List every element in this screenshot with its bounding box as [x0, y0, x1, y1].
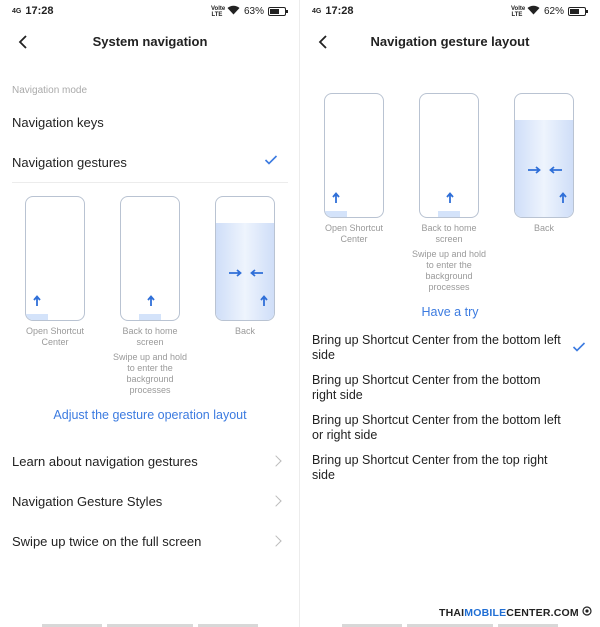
watermark-text: CENTER: [506, 607, 551, 619]
right-arrow-icon: [228, 269, 242, 277]
status-bar: [300, 0, 600, 22]
phone-illustration-shortcut: [324, 93, 384, 218]
network-indicator: 4G: [12, 7, 22, 15]
caption-shortcut: Open Shortcut Center: [25, 326, 85, 347]
right-arrow-icon: [527, 166, 541, 174]
lte-indicator: Volte LTE: [510, 5, 526, 18]
status-bar: [0, 0, 300, 22]
menu-item-label: Learn about navigation gestures: [12, 454, 198, 469]
watermark-text: THAI: [438, 607, 465, 619]
checkmark-icon: [572, 340, 586, 358]
subcaption-home: Swipe up and hold to enter the background processes: [411, 249, 487, 292]
option-label: Navigation keys: [12, 115, 104, 130]
navigation-keys-option[interactable]: [12, 115, 290, 130]
watermark-text: .COM: [550, 607, 579, 619]
top-bar: [0, 24, 300, 60]
divider: [12, 182, 288, 183]
battery-percent: 62%: [543, 6, 564, 17]
watermark: [439, 605, 592, 619]
subcaption-home: Swipe up and hold to enter the background processes: [112, 352, 188, 395]
phone-illustration-back: [514, 93, 574, 218]
checkmark-icon: [264, 154, 278, 169]
up-arrow-icon: [445, 192, 455, 204]
option-label: Bring up Shortcut Center from the top right side: [312, 453, 548, 482]
battery-icon: [268, 7, 286, 16]
network-indicator: 4G: [312, 7, 322, 15]
chevron-right-icon: [270, 455, 281, 466]
phone-illustration-home: [419, 93, 479, 218]
layout-option-bottom-left-or-right[interactable]: [312, 413, 562, 443]
option-label: Bring up Shortcut Center from the bottom left side: [312, 333, 561, 362]
caption-back: Back: [533, 223, 554, 233]
caption-home: Back to home screen: [122, 326, 178, 347]
gesture-zone: [26, 314, 48, 320]
left-arrow-icon: [250, 269, 264, 277]
phone-illustration-home: [120, 196, 180, 321]
battery-percent: 63%: [243, 6, 264, 17]
navigation-gestures-option[interactable]: [12, 155, 290, 170]
option-label: Navigation gestures: [12, 155, 127, 170]
caption-home: Back to home screen: [421, 223, 477, 244]
watermark-logo-icon: [582, 605, 592, 617]
battery-icon: [568, 7, 586, 16]
wifi-icon: [527, 5, 540, 18]
watermark-text: MOBILE: [464, 607, 507, 619]
caption-shortcut: Open Shortcut Center: [324, 223, 384, 244]
chevron-right-icon: [270, 535, 281, 546]
phone-illustration-back: [215, 196, 275, 321]
menu-item-learn-gestures[interactable]: [12, 454, 290, 469]
status-time: 17:28: [325, 5, 354, 17]
gesture-zone: [139, 314, 161, 320]
page-title: Navigation gesture layout: [370, 34, 530, 49]
layout-option-top-right[interactable]: [312, 453, 562, 483]
menu-item-label: Swipe up twice on the full screen: [12, 534, 202, 549]
up-arrow-icon: [558, 192, 568, 204]
chevron-right-icon: [270, 495, 281, 506]
phone-illustration-shortcut: [25, 196, 85, 321]
layout-option-bottom-right[interactable]: [312, 373, 562, 403]
section-label: Navigation mode: [12, 85, 88, 96]
gesture-zone: [438, 211, 460, 217]
top-bar: [300, 24, 600, 60]
menu-item-label: Navigation Gesture Styles: [12, 494, 163, 509]
status-time: 17:28: [25, 5, 54, 17]
menu-item-gesture-styles[interactable]: [12, 494, 290, 509]
gesture-zone: [325, 211, 347, 217]
adjust-layout-link[interactable]: Adjust the gesture operation layout: [53, 408, 247, 422]
up-arrow-icon: [32, 295, 42, 307]
up-arrow-icon: [331, 192, 341, 204]
have-a-try-link[interactable]: Have a try: [421, 305, 479, 319]
up-arrow-icon: [259, 295, 269, 307]
layout-option-bottom-left[interactable]: [312, 333, 562, 363]
left-arrow-icon: [549, 166, 563, 174]
lte-indicator: Volte LTE: [210, 5, 226, 18]
option-label: Bring up Shortcut Center from the bottom left or right side: [312, 413, 561, 442]
caption-back: Back: [234, 326, 255, 336]
up-arrow-icon: [146, 295, 156, 307]
gesture-layout-screen: [300, 0, 600, 627]
menu-item-swipe-twice[interactable]: [12, 534, 290, 549]
wifi-icon: [227, 5, 240, 18]
page-title: System navigation: [92, 34, 208, 49]
option-label: Bring up Shortcut Center from the bottom right side: [312, 373, 541, 402]
